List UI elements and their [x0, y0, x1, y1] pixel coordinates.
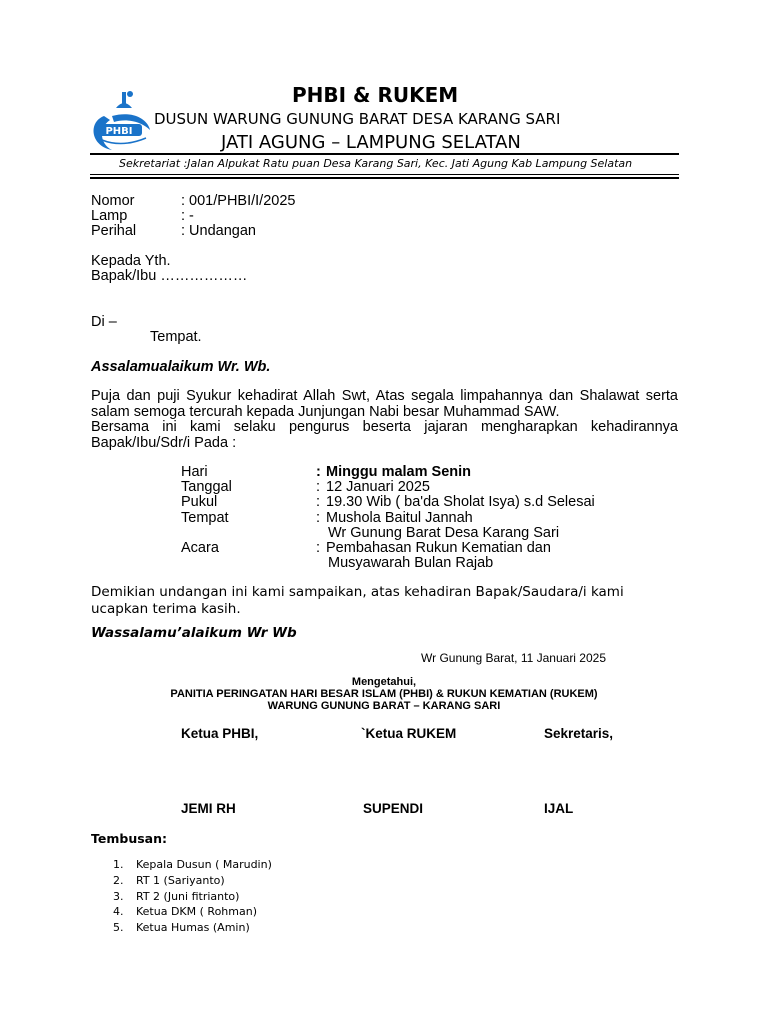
meta-label-lamp: Lamp	[91, 208, 128, 224]
committee-line2: WARUNG GUNUNG BARAT – KARANG SARI	[267, 700, 501, 712]
detail-label-acara: Acara	[181, 540, 219, 556]
detail-value-pukul: 19.30 Wib ( ba'da Sholat Isya) s.d Selesai	[326, 494, 595, 510]
detail-value-acara: Pembahasan Rukun Kematian dan	[326, 540, 551, 556]
meta-label-nomor: Nomor	[91, 193, 135, 209]
detail-colon-tempat: :	[316, 510, 321, 526]
body-p1-line2: salam semoga tercurah kepada Junjungan Nabi besar Muhammad SAW.	[91, 403, 560, 420]
recipient-name: Bapak/Ibu ………………	[91, 268, 248, 284]
closing-salam: Wassalamu’alaikum Wr Wb	[91, 625, 297, 641]
signature-name-rukem: SUPENDI	[363, 801, 424, 816]
detail-colon-acara: :	[316, 540, 321, 556]
body-p1-line1: Puja dan puji Syukur kehadirat Allah Swt, Atas segala limpahannya dan Shalawat serta	[91, 388, 678, 404]
header-rule	[90, 153, 679, 155]
recipient-place: Tempat.	[150, 329, 202, 345]
secretariat-address: Sekretariat :Jalan Alpukat Ratu puan Desa Karang Sari, Kec. Jati Agung Kab Lampung Selatan	[119, 157, 633, 170]
detail-label-pukul: Pukul	[181, 494, 218, 510]
phbi-logo	[82, 86, 158, 156]
detail-value-tempat-line2: Wr Gunung Barat Desa Karang Sari	[328, 525, 560, 541]
signature-name-phbi: JEMI RH	[181, 801, 236, 816]
svg-text:PHBI: PHBI	[105, 126, 133, 137]
meta-value-lamp: : -	[181, 208, 194, 224]
detail-label-tempat: Tempat	[181, 510, 229, 526]
letterhead-line2: JATI AGUNG – LAMPUNG SELATAN	[221, 132, 521, 153]
closing-line1: Demikian undangan ini kami sampaikan, atas kehadiran Bapak/Saudara/i kami	[91, 584, 624, 600]
list-item: 2. RT 1 (Sariyanto)	[113, 873, 225, 887]
letterhead-line1: DUSUN WARUNG GUNUNG BARAT DESA KARANG SARI	[154, 110, 561, 128]
tembusan-list	[113, 857, 272, 936]
header-rule-thin	[90, 174, 679, 175]
detail-value-hari: Minggu malam Senin	[326, 464, 472, 480]
greeting: Assalamualaikum Wr. Wb.	[91, 359, 271, 375]
detail-colon-tanggal: :	[316, 479, 321, 495]
signature-role-phbi: Ketua PHBI,	[181, 726, 259, 741]
body-p2-line2: Bapak/Ibu/Sdr/i Pada :	[91, 434, 237, 451]
list-item: 1. Kepala Dusun ( Marudin)	[113, 858, 272, 871]
meta-value-perihal: : Undangan	[181, 223, 256, 239]
detail-value-tanggal: 12 Januari 2025	[326, 479, 430, 495]
letterhead-title: PHBI & RUKEM	[292, 83, 459, 107]
meta-value-nomor: : 001/PHBI/I/2025	[181, 193, 296, 209]
body-paragraph-1	[91, 389, 678, 451]
detail-colon-pukul: :	[316, 494, 321, 510]
detail-label-tanggal: Tanggal	[181, 479, 232, 495]
detail-value-tempat: Mushola Baitul Jannah	[326, 510, 473, 526]
header-rule-thick	[90, 177, 679, 179]
signature-role-rukem: `Ketua RUKEM	[361, 726, 457, 741]
body-p2-line1: Bersama ini kami selaku pengurus beserta jajaran mengharapkan kehadirannya	[91, 419, 678, 435]
signature-role-sekretaris: Sekretaris,	[544, 726, 614, 741]
list-item: 3. RT 2 (Juni fitrianto)	[113, 889, 240, 903]
committee-line1: PANITIA PERINGATAN HARI BESAR ISLAM (PHBI) & RUKUN KEMATIAN (RUKEM)	[170, 688, 598, 700]
detail-label-hari: Hari	[181, 464, 208, 480]
list-item: 5. Ketua Humas (Amin)	[113, 921, 250, 935]
detail-colon-hari: :	[316, 464, 321, 480]
detail-value-acara-line2: Musyawarah Bulan Rajab	[328, 555, 494, 571]
signature-name-sekretaris: IJAL	[544, 801, 574, 816]
mengetahui: Mengetahui,	[351, 676, 417, 688]
tembusan-title: Tembusan:	[91, 831, 167, 846]
recipient-di: Di –	[91, 314, 117, 330]
recipient-to: Kepada Yth.	[91, 253, 171, 269]
list-item: 4. Ketua DKM ( Rohman)	[113, 905, 257, 919]
meta-label-perihal: Perihal	[91, 223, 137, 239]
place-date: Wr Gunung Barat, 11 Januari 2025	[421, 651, 607, 665]
closing-line2: ucapkan terima kasih.	[91, 601, 241, 617]
